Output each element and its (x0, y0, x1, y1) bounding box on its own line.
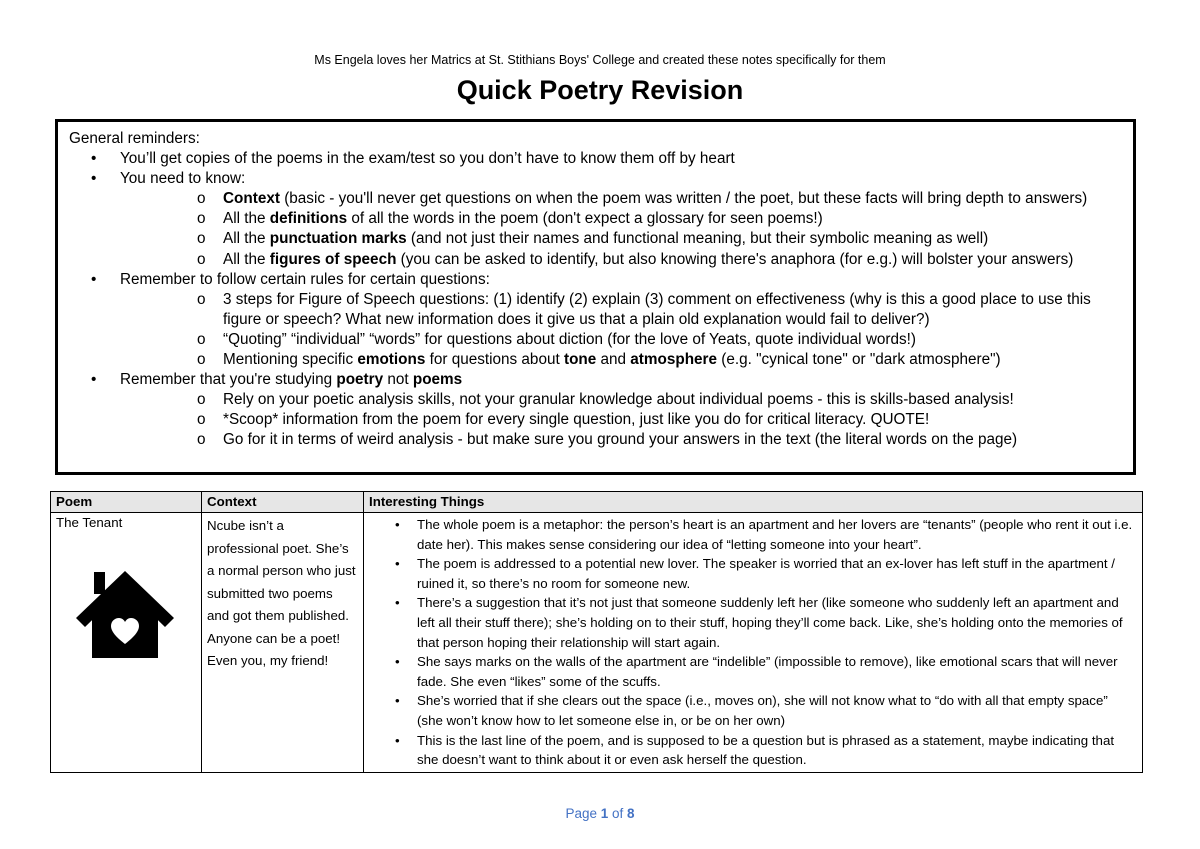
sub-list (120, 189, 1123, 269)
list-item: • There’s a suggestion that it’s not just that someone suddenly left her (like someone who suddenly left an apartment and left all their stuff there); she’s holding on to their stuff, hoping they’ll come back. Like, she’s holding onto the memories of that person hoping their relationship will start again. (369, 593, 1137, 652)
total-pages: 8 (627, 806, 635, 821)
sub-list (120, 290, 1123, 370)
column-header-context: Context (202, 492, 364, 513)
house-with-heart-icon (72, 568, 178, 660)
list-item: • The whole poem is a metaphor: the person’s heart is an apartment and her lovers are “tenants” (people who rent it out i.e. date her). This makes sense considering our idea of “letting someone into your heart”. (369, 515, 1137, 554)
table-row (51, 513, 1143, 773)
interesting-things-cell (364, 513, 1143, 773)
reminders-list (69, 149, 1123, 450)
list-item: • Remember to follow certain rules for certain questions: o 3 steps for Figure of Speech questions: (1) identify (2) explain (3) comment on effectiveness (why is this a good place to use this figure or speech? What new information does it give us that a plain old explanation would fail to deliver?) o “Quoting” “individual” “words” for questions about diction (for the love of Yeats, quote individual words!) o Mentioning specific emotions for questions about tone and atmosphere (e.g. "cynical tone" or "dark atmosphere") (69, 270, 1123, 370)
sub-list-item: o *Scoop* information from the poem for every single question, just like you do for critical literacy. QUOTE! (120, 410, 1123, 430)
poem-title: The Tenant (56, 515, 123, 530)
of-word: of (612, 806, 624, 821)
sub-list-item: o All the definitions of all the words in the poem (don't expect a glossary for seen poems!) (120, 209, 1123, 229)
list-item: • You need to know: o Context (basic - you'll never get questions on when the poem was written / the poet, but these facts will bring depth to answers) o All the definitions of all the words in the poem (don't expect a glossary for seen poems!) o All the punctuation marks (and not just their names and functional meaning, but their symbolic meaning as well) o All the figures of speech (you can be asked to identify, but also knowing there's anaphora (for e.g.) will bolster your answers) (69, 169, 1123, 269)
list-item: • She says marks on the walls of the apartment are “indelible” (impossible to remove), like emotional scars that will never fade. She even “likes” some of the scuffs. (369, 652, 1137, 691)
sub-list-item: o 3 steps for Figure of Speech questions: (1) identify (2) explain (3) comment on effectiveness (why is this a good place to use this figure or speech? What new information does it give us that a plain old explanation would fail to deliver?) (120, 290, 1123, 330)
sub-list-item: o Context (basic - you'll never get questions on when the poem was written / the poet, but these facts will bring depth to answers) (120, 189, 1123, 209)
general-reminders-box (55, 119, 1136, 475)
column-header-interesting-things: Interesting Things (364, 492, 1143, 513)
page-word: Page (565, 806, 597, 821)
current-page: 1 (600, 806, 609, 821)
list-item: • The poem is addressed to a potential new lover. The speaker is worried that an ex-lover has left stuff in the apartment / ruined it, so there’s no room for someone new. (369, 554, 1137, 593)
sub-list-item: o All the punctuation marks (and not just their names and functional meaning, but their symbolic meaning as well) (120, 229, 1123, 249)
sub-list-item: o Rely on your poetic analysis skills, not your granular knowledge about individual poems - this is skills-based analysis! (120, 390, 1123, 410)
page-number (0, 806, 1200, 821)
sub-list-item: o All the figures of speech (you can be asked to identify, but also knowing there's anaphora (for e.g.) will bolster your answers) (120, 250, 1123, 270)
reminders-heading: General reminders: (69, 130, 200, 147)
sub-list (120, 390, 1123, 450)
list-item: • This is the last line of the poem, and is supposed to be a question but is phrased as a statement, maybe indicating that she doesn’t want to think about it or even ask herself the question. (369, 731, 1137, 770)
sub-list-item: o “Quoting” “individual” “words” for questions about diction (for the love of Yeats, quote individual words!) (120, 330, 1123, 350)
column-header-poem: Poem (51, 492, 202, 513)
list-item: • Remember that you're studying poetry not poems o Rely on your poetic analysis skills, not your granular knowledge about individual poems - this is skills-based analysis! o *Scoop* information from the poem for every single question, just like you do for critical literacy. QUOTE! o Go for it in terms of weird analysis - but make sure you ground your answers in the text (the literal words on the page) (69, 370, 1123, 450)
list-item: • You’ll get copies of the poems in the exam/test so you don’t have to know them off by heart (69, 149, 1123, 169)
poem-table (50, 491, 1143, 773)
sub-list-item: o Go for it in terms of weird analysis - but make sure you ground your answers in the text (the literal words on the page) (120, 430, 1123, 450)
context-cell: Ncube isn’t a professional poet. She’s a normal person who just submitted two poems and got them published. Anyone can be a poet! Even you, my friend! (202, 513, 364, 773)
interesting-things-list (369, 515, 1137, 770)
poem-cell (51, 513, 202, 773)
page-title: Quick Poetry Revision (456, 75, 744, 105)
sub-list-item: o Mentioning specific emotions for questions about tone and atmosphere (e.g. "cynical tone" or "dark atmosphere") (120, 350, 1123, 370)
header-note: Ms Engela loves her Matrics at St. Stithians Boys' College and created these notes specifically for them (314, 53, 886, 67)
table-header-row (51, 492, 1143, 513)
list-item: • She’s worried that if she clears out the space (i.e., moves on), she will not know what to “do with all that empty space” (she won’t know how to let someone else in, or be on her own) (369, 691, 1137, 730)
